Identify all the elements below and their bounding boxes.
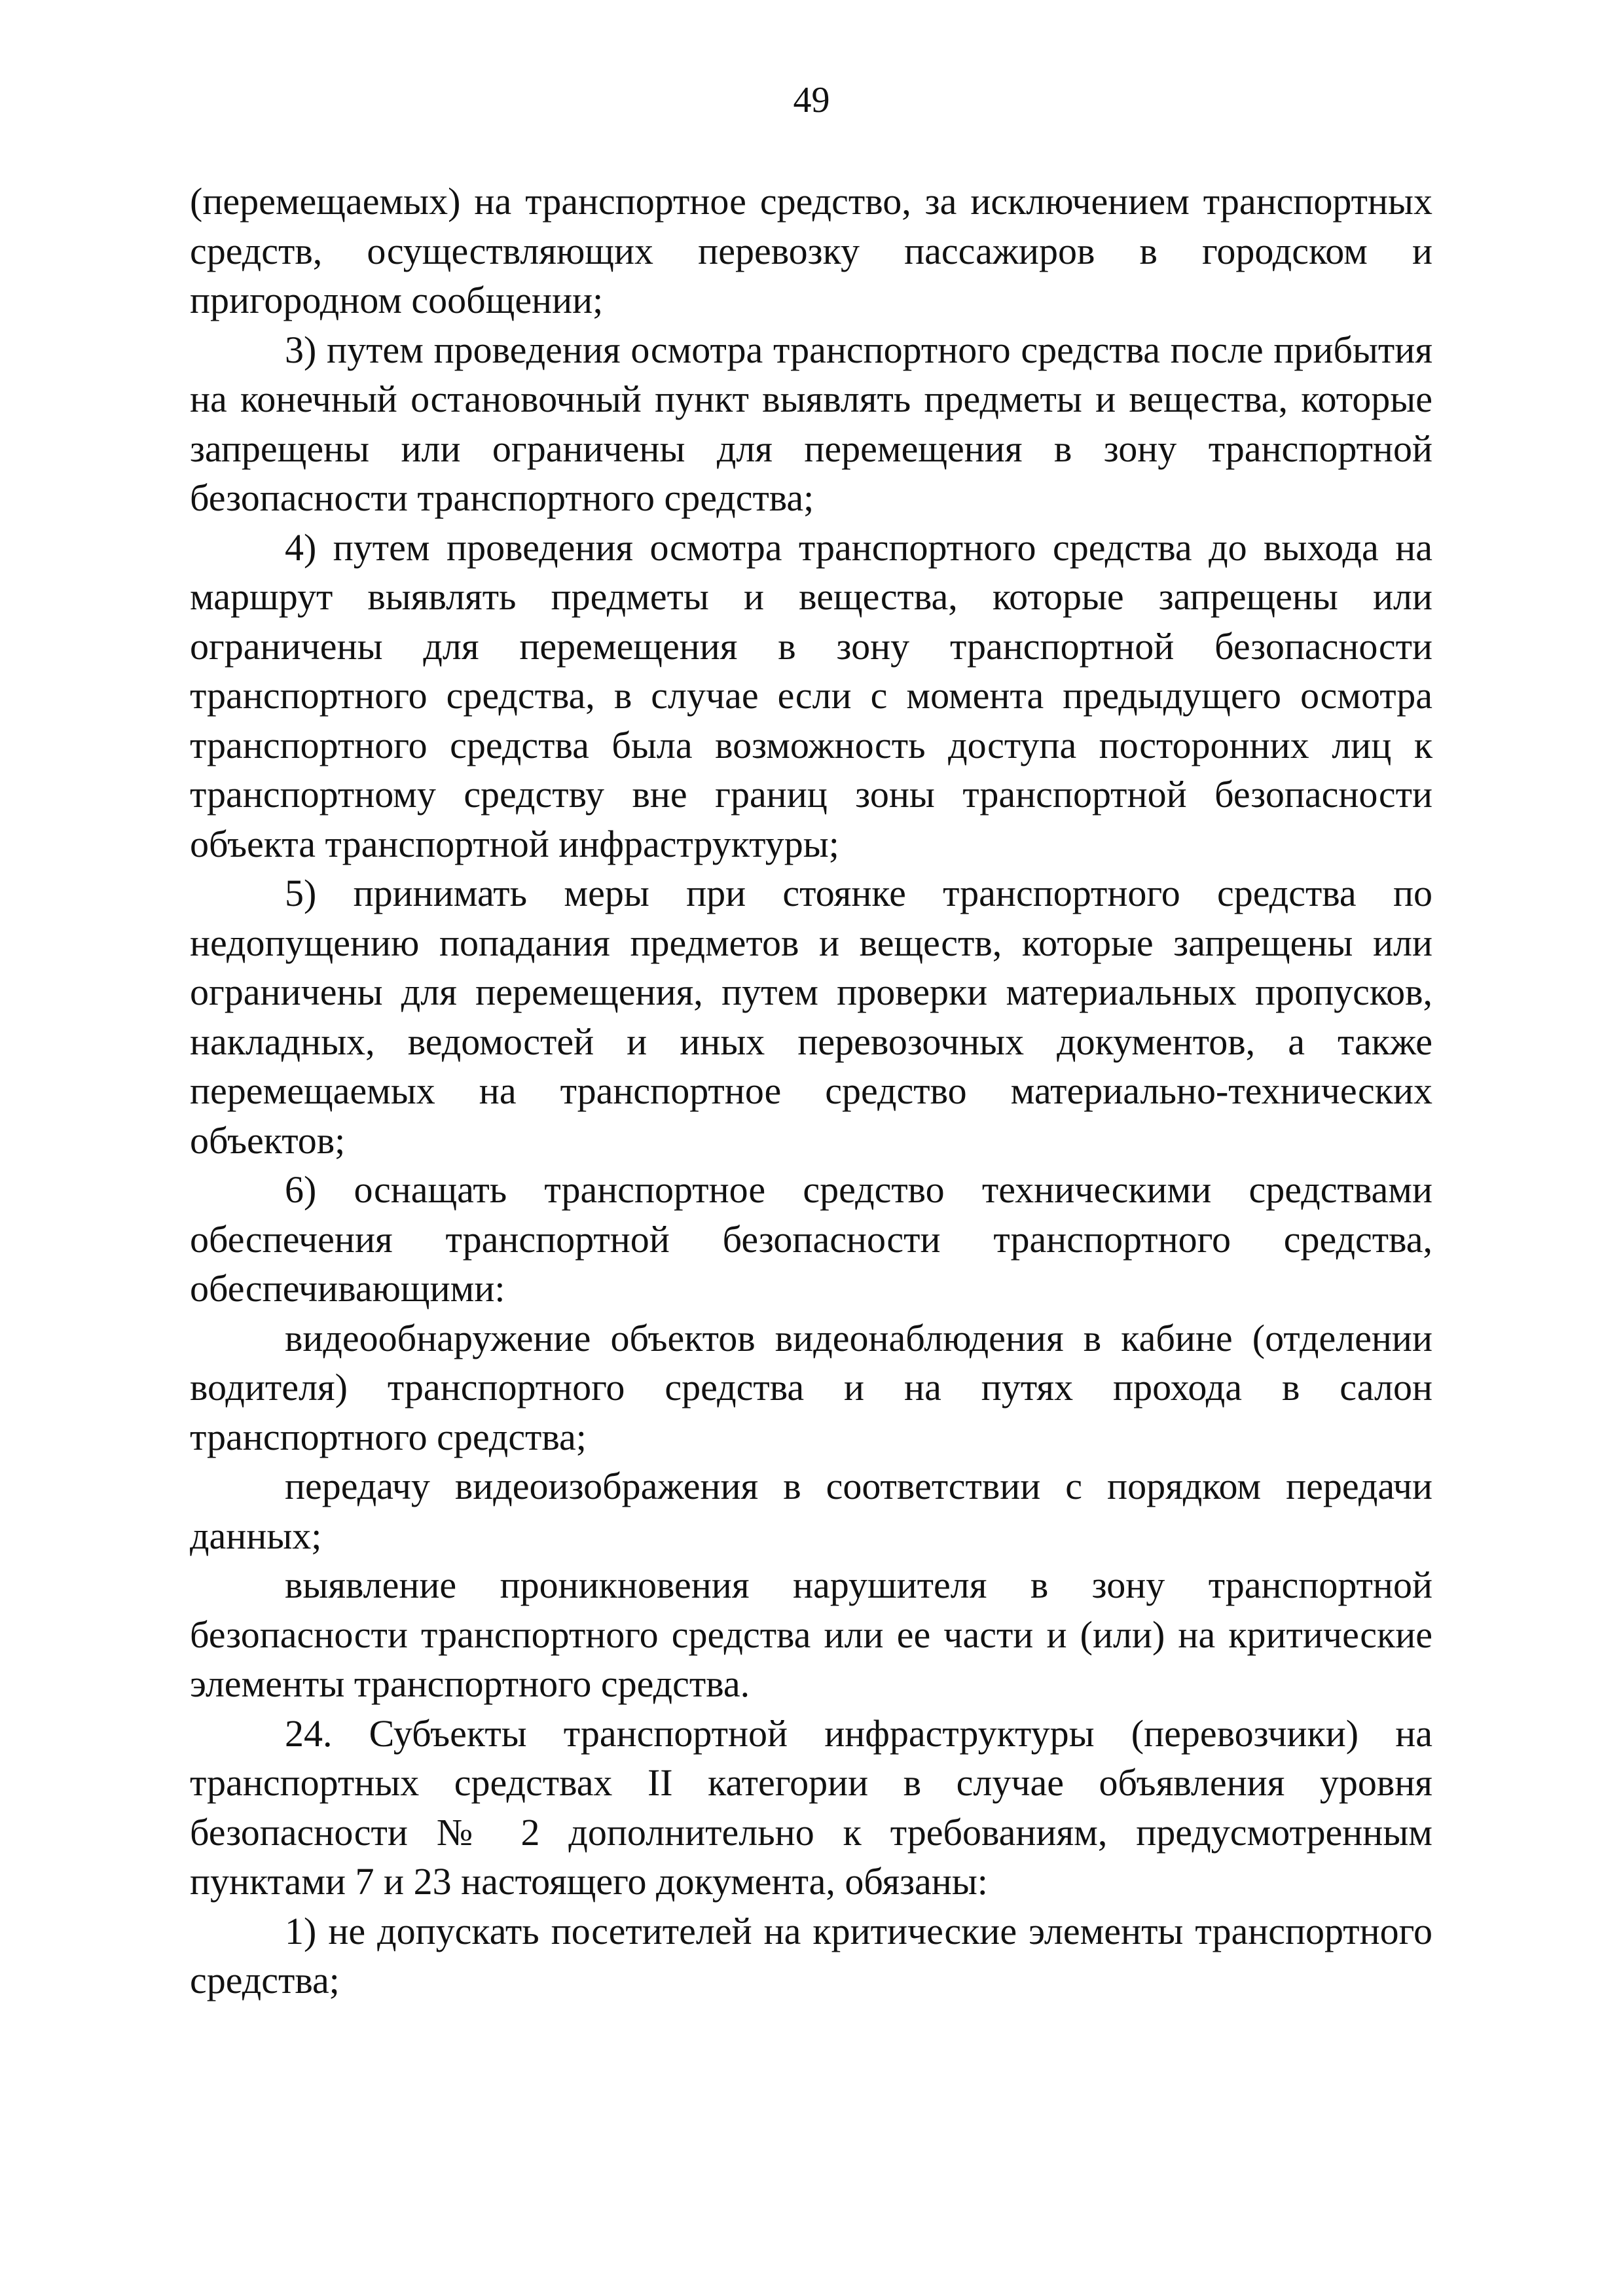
paragraph-video-detection: видеообнаружение объектов видеонаблюдения в кабине (отделении водителя) транспортного средства и на путях прохода в салон транспортного средства;	[190, 1316, 1432, 1458]
paragraph-section-24: 24. Субъекты транспортной инфраструктуры (перевозчики) на транспортных средствах II категории в случае объявления уровня безопасности № 2 дополнительно к требованиям, предусмотренным пунктами 7 и 23 настоящего документа, обязаны:	[190, 1712, 1432, 1903]
paragraph-section-24-item-1: 1) не допускать посетителей на критические элементы транспортного средства;	[190, 1909, 1432, 2001]
paragraph-intruder-detection: выявление проникновения нарушителя в зону транспортной безопасности транспортного средства или ее части и (или) на критические элементы транспортного средства.	[190, 1564, 1432, 1705]
paragraph-video-transfer: передачу видеоизображения в соответствии с порядком передачи данных;	[190, 1465, 1432, 1557]
document-body	[190, 177, 1432, 2005]
paragraph-item-3: 3) путем проведения осмотра транспортного средства после прибытия на конечный остановочный пункт выявлять предметы и вещества, которые запрещены или ограничены для перемещения в зону транспортной безопасности транспортного средства;	[190, 328, 1432, 519]
page-number: 49	[793, 80, 830, 120]
paragraph-item-4: 4) путем проведения осмотра транспортного средства до выхода на маршрут выявлять предметы и вещества, которые запрещены или ограничены для перемещения в зону транспортной безопасности транспортного средства, в случае если с момента предыдущего осмотра транспортного средства была возможность доступа посторонних лиц к транспортному средству вне границ зоны транспортной безопасности объекта транспортной инфраструктуры;	[190, 526, 1432, 865]
paragraph-item-5: 5) принимать меры при стоянке транспортного средства по недопущению попадания предметов и веществ, которые запрещены или ограничены для перемещения, путем проверки материальных пропусков, накладных, ведомостей и иных перевозочных документов, а также перемещаемых на транспортное средство материально-технических объектов;	[190, 872, 1432, 1162]
paragraph-continuation: (перемещаемых) на транспортное средство, за исключением транспортных средств, осуществляющих перевозку пассажиров в городском и пригородном сообщении;	[190, 180, 1432, 321]
paragraph-item-6: 6) оснащать транспортное средство техническими средствами обеспечения транспортной безопасности транспортного средства, обеспечивающими:	[190, 1168, 1432, 1310]
